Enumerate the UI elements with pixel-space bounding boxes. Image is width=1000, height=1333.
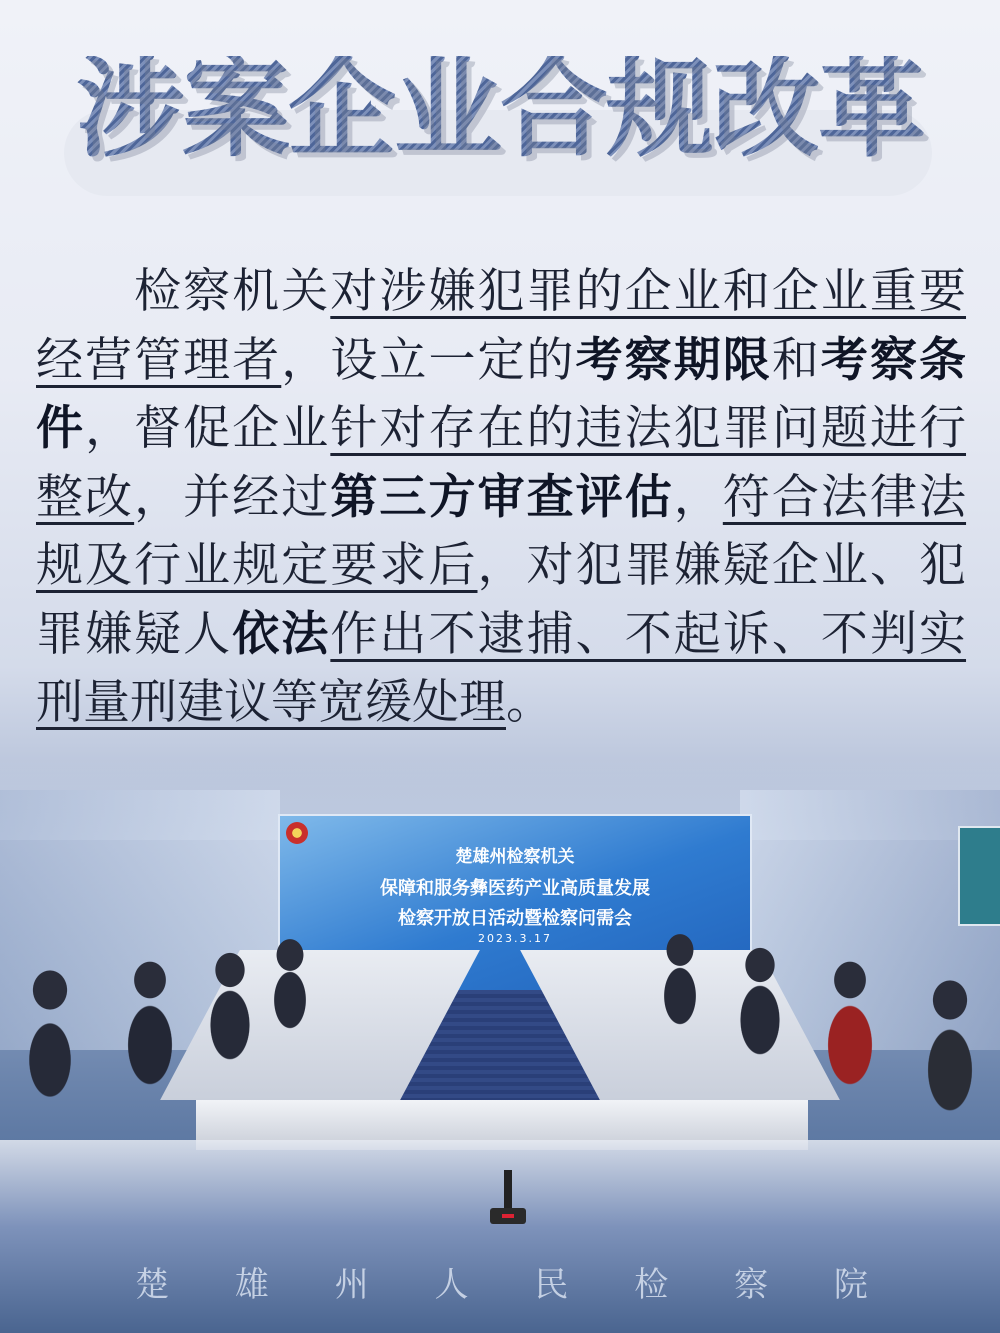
footer-char: 州	[334, 1265, 371, 1305]
page-title: 涉案企业合规改革	[0, 56, 1000, 164]
underlined-segment: 作出不逮捕、不起诉、不判实刑量刑建议等宽缓处理	[36, 606, 967, 730]
procuratorate-emblem-icon	[286, 822, 308, 844]
screen-date: 2023.3.17	[478, 932, 552, 945]
attendees-left	[0, 920, 330, 1130]
footer-char: 楚	[135, 1265, 171, 1305]
underlined-segment: 符合法律法规及行业规定要求后	[36, 469, 967, 593]
text-segment: 和	[771, 332, 821, 388]
footer-char: 雄	[234, 1265, 271, 1305]
bold-segment: 第三方审查评估	[330, 469, 674, 525]
attendees-right	[640, 920, 1000, 1130]
microphone-icon	[490, 1170, 526, 1230]
screen-subtitle: 保障和服务彝医药产业高质量发展	[380, 878, 650, 899]
text-segment: ，督促企业	[85, 401, 331, 456]
text-segment: ，	[673, 469, 723, 525]
underlined-segment: 针对存在的违法犯罪问题进行整改	[36, 401, 967, 525]
footer-institution	[135, 1257, 870, 1306]
side-display	[958, 826, 1000, 926]
text-segment: ，并经过	[134, 469, 331, 525]
footer-char: 察	[734, 1265, 771, 1305]
footer-char: 检	[634, 1265, 671, 1305]
underlined-segment: 对涉嫌犯罪的企业和企业重要经营管理者	[36, 264, 967, 388]
text-segment: ，对犯罪嫌疑企业、犯罪嫌疑人	[36, 538, 966, 662]
bold-segment: 考察期限	[575, 332, 772, 388]
text-segment: ，设立一定的	[281, 332, 576, 388]
bold-segment: 依法	[232, 606, 331, 662]
text-segment: 。	[506, 675, 553, 730]
body-paragraph	[36, 258, 966, 738]
footer-char: 院	[833, 1265, 870, 1305]
footer-char: 民	[534, 1265, 571, 1305]
text-segment: 检察机关	[132, 264, 331, 319]
footer-char: 人	[434, 1265, 471, 1305]
meeting-photo	[0, 760, 1000, 1333]
screen-event: 检察开放日活动暨检察问需会	[398, 908, 632, 929]
bold-segment: 考察条件	[36, 332, 967, 456]
screen-title: 楚雄州检察机关	[455, 847, 575, 867]
